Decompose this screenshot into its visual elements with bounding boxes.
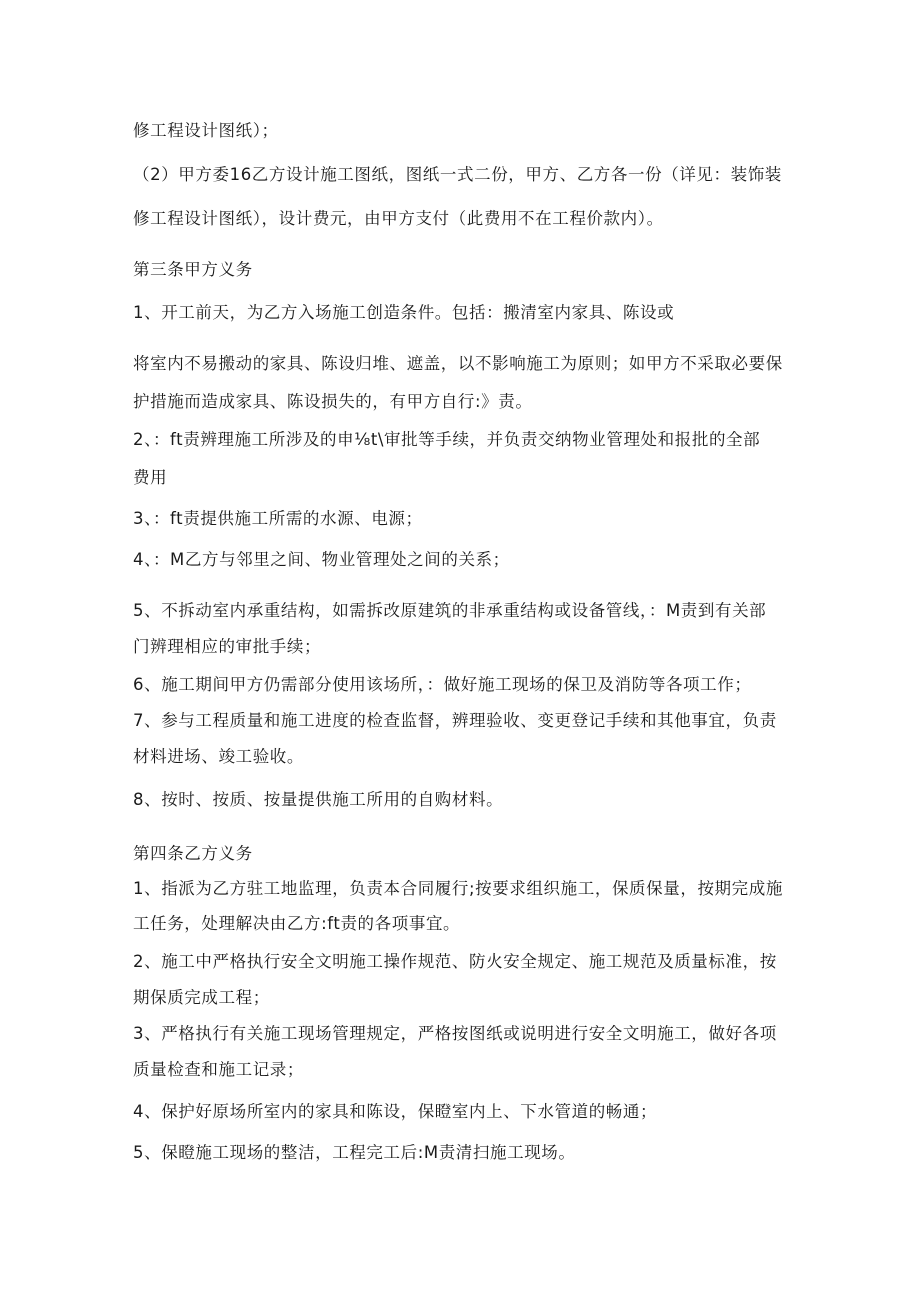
text-line: 1、指派为乙方驻工地监理，负责本合同履行;按要求组织施工，保质保量，按期完成施 [133, 879, 783, 898]
text-line: 6、施工期间甲方仍需部分使用该场所，：做好施工现场的保卫及消防等各项工作； [133, 675, 752, 694]
text-line: 期保质完成工程； [133, 988, 270, 1007]
text-line: 5、不拆动室内承重结构，如需拆改原建筑的非承重结构或设备管线，：M责到有关部 [133, 601, 767, 620]
text-line: 7、参与工程质量和施工进度的检查监督，辨理验收、变更登记手续和其他事宜，负责 [133, 711, 777, 730]
text-line: 护措施而造成家具、陈设损失的，有甲方自行:》责。 [133, 392, 533, 411]
text-line: 质量检查和施工记录； [133, 1060, 304, 1079]
section-heading: 第三条甲方义务 [133, 260, 253, 279]
text-line: 1、开工前天，为乙方入场施工创造条件。包括：搬清室内家具、陈设或 [133, 303, 675, 322]
text-line: 3、严格执行有关施工现场管理规定，严格按图纸或说明进行安全文明施工，做好各项 [133, 1024, 777, 1043]
text-line: 5、保瞪施工现场的整洁，工程完工后:M责清扫施工现场。 [133, 1143, 576, 1162]
text-line: 修工程设计图纸）； [133, 121, 279, 140]
text-line: 4、保护好原场所室内的家具和陈设，保瞪室内上、下水管道的畅通； [133, 1102, 658, 1121]
section-heading: 第四条乙方义务 [133, 844, 253, 863]
text-line: 4、：M乙方与邻里之间、物业管理处之间的关系； [133, 550, 510, 569]
text-line: 2、：ft责辨理施工所涉及的申⅛t\审批等手续，并负责交纳物业管理处和报批的全部 [133, 430, 761, 449]
text-line: 费用 [133, 468, 168, 487]
text-line: 工任务，处理解决由乙方:ft责的各项事宜。 [133, 914, 461, 933]
text-line: 将室内不易搬动的家具、陈设归堆、遮盖，以不影响施工为原则；如甲方不采取必要保 [133, 354, 783, 373]
text-line: （2）甲方委16乙方设计施工图纸，图纸一式二份，甲方、乙方各一份（详见：装饰装 [133, 165, 782, 184]
text-line: 3、：ft责提供施工所需的水源、电源； [133, 509, 423, 528]
text-line: 8、按时、按质、按量提供施工所用的自购材料。 [133, 790, 504, 809]
text-line: 修工程设计图纸），设计费元，由甲方支付（此费用不在工程价款内）。 [133, 209, 664, 228]
text-line: 材料进场、竣工验收。 [133, 747, 304, 766]
text-line: 门辨理相应的审批手续； [133, 637, 322, 656]
text-line: 2、施工中严格执行安全文明施工操作规范、防火安全规定、施工规范及质量标准，按 [133, 952, 777, 971]
